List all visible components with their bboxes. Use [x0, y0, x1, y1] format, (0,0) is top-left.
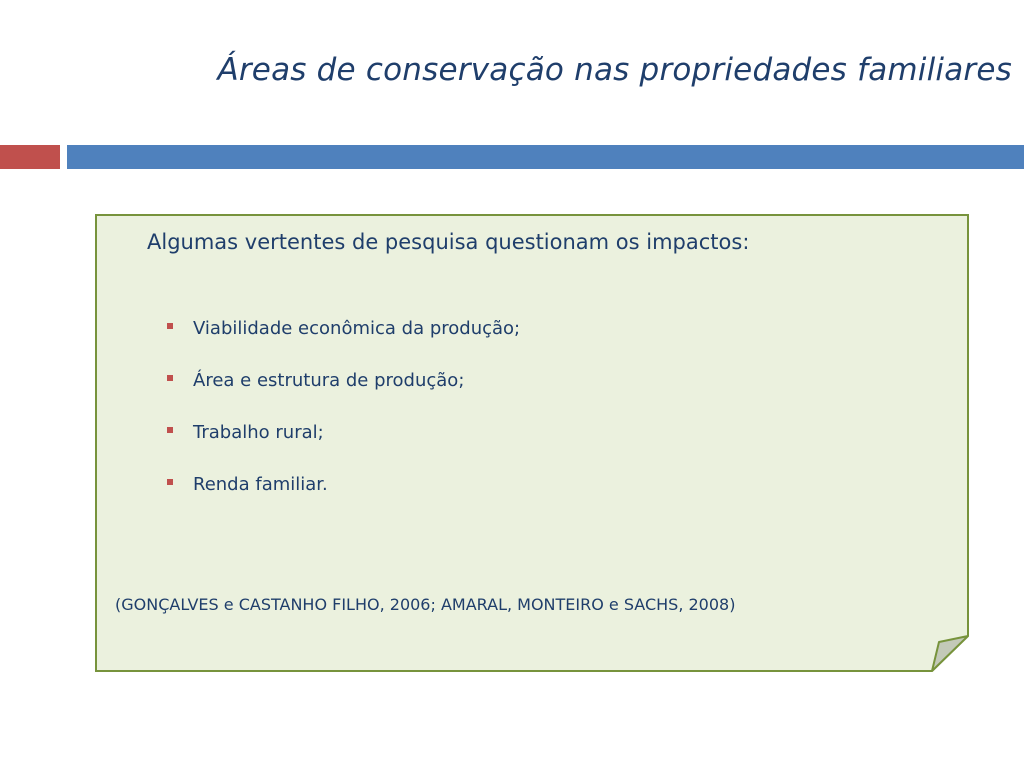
accent-bar-blue [67, 145, 1024, 169]
bullet-text: Área e estrutura de produção; [193, 370, 465, 391]
list-item [167, 318, 520, 370]
note-content [95, 214, 970, 672]
square-bullet-icon [167, 479, 173, 485]
square-bullet-icon [167, 427, 173, 433]
list-item [167, 370, 520, 422]
list-item [167, 422, 520, 474]
bullet-text: Renda familiar. [193, 474, 328, 495]
square-bullet-icon [167, 323, 173, 329]
slide-title: Áreas de conservação nas propriedades familiares [217, 52, 1012, 88]
bullet-list [167, 318, 520, 526]
bullet-text: Viabilidade econômica da produção; [193, 318, 521, 339]
list-item [167, 474, 520, 526]
square-bullet-icon [167, 375, 173, 381]
bullet-text: Trabalho rural; [193, 422, 324, 443]
accent-bar-red [0, 145, 60, 169]
note-intro: Algumas vertentes de pesquisa questionam os impactos: [147, 230, 750, 254]
folded-note-box [95, 214, 970, 672]
citation: (GONÇALVES e CASTANHO FILHO, 2006; AMARAL, MONTEIRO e SACHS, 2008) [115, 595, 736, 614]
